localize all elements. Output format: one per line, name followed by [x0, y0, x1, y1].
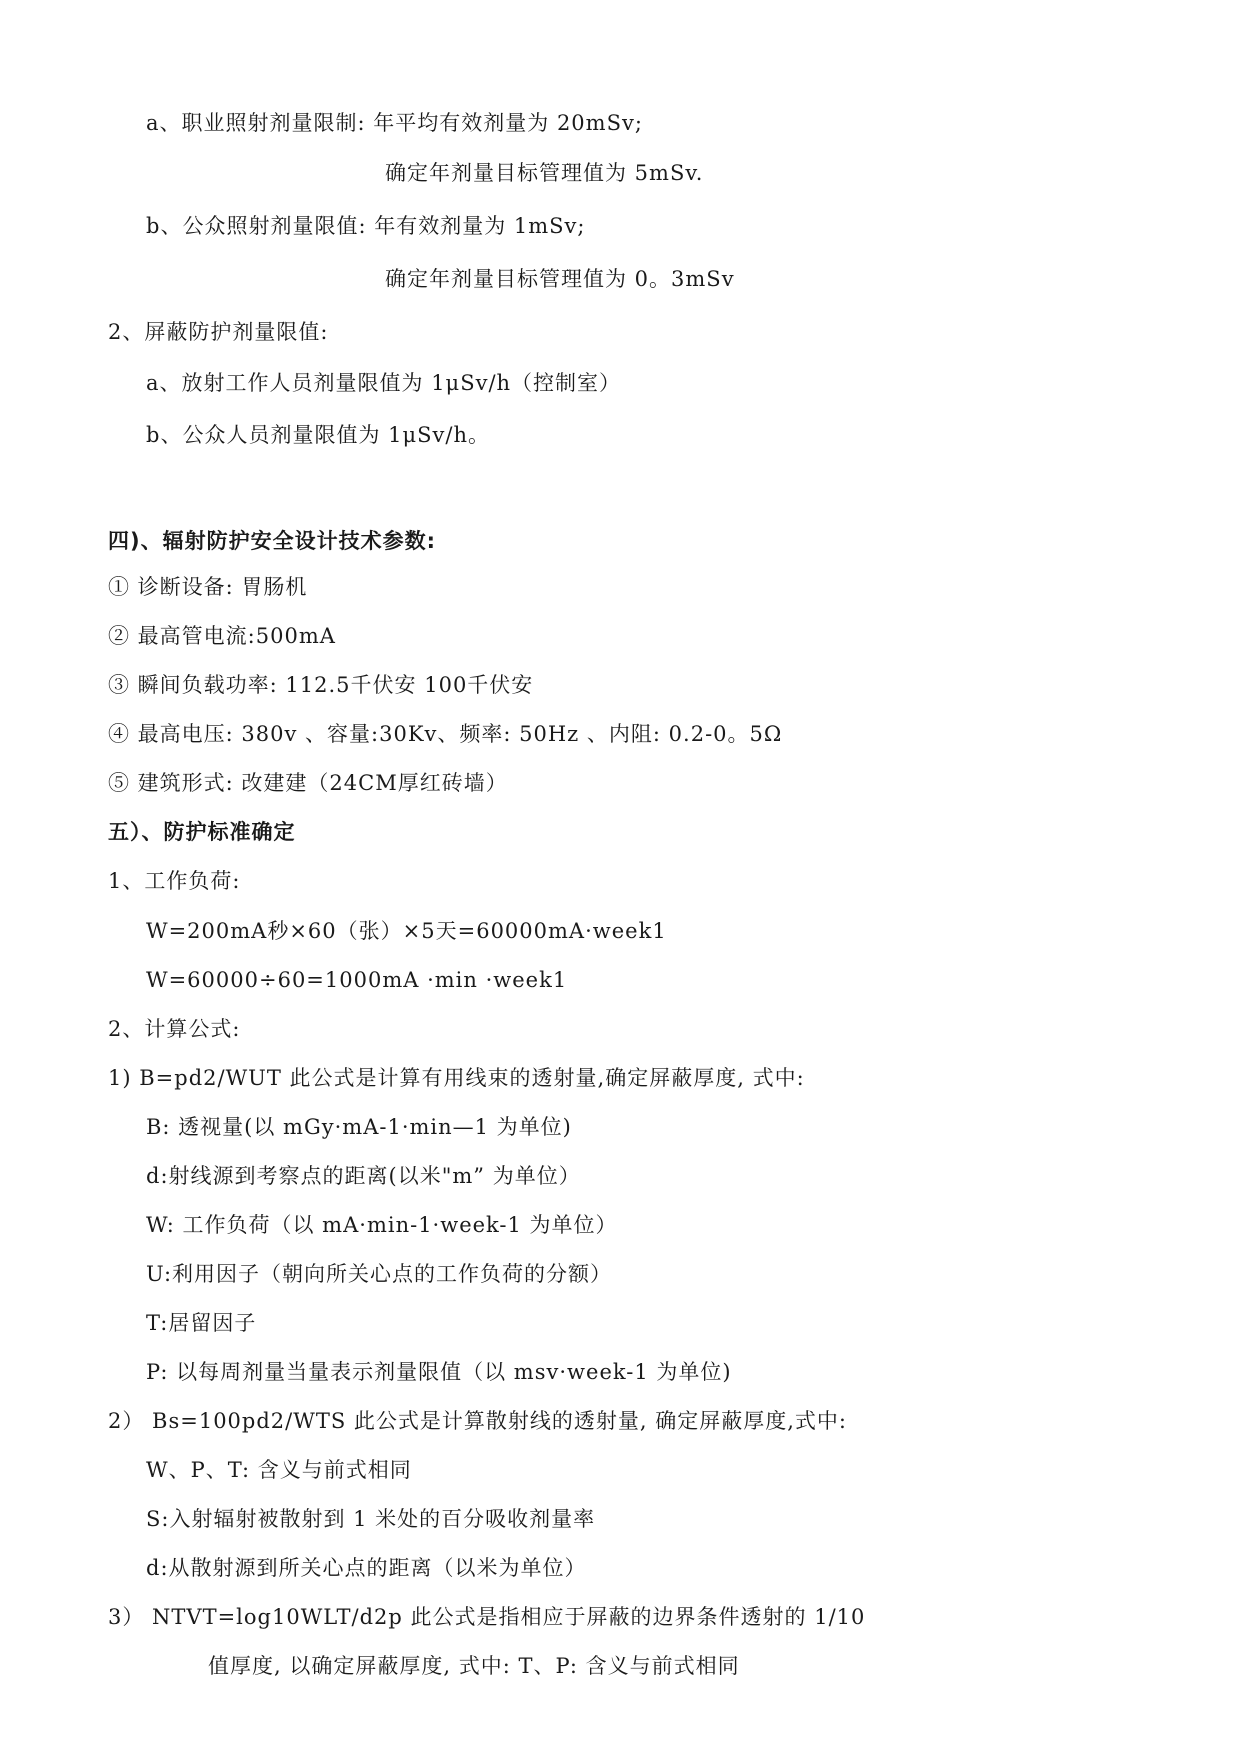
line-formula-3: 3） NTVT=log10WLT/d2p 此公式是指相应于屏蔽的边界条件透射的 1/10 — [108, 1605, 866, 1629]
line-def-u: U:利用因子（朝向所关心点的工作负荷的分额） — [146, 1262, 613, 1286]
line-def-b: B: 透视量(以 mGy·mA-1·min—1 为单位) — [146, 1115, 572, 1139]
line-formulas-title: 2、计算公式: — [108, 1017, 241, 1041]
line-workload-formula-2: W=60000÷60=1000mA ·min ·week1 — [146, 968, 568, 992]
line-shielding-limits: 2、屏蔽防护剂量限值: — [108, 320, 329, 344]
line-def-wpt: W、P、T: 含义与前式相同 — [146, 1458, 412, 1482]
line-def-d-scatter: d:从散射源到所关心点的距离（以米为单位） — [146, 1556, 587, 1580]
line-worker-limit: a、放射工作人员剂量限值为 1μSv/h（控制室） — [146, 371, 622, 395]
line-workload-formula-1: W=200mA秒×60（张）×5天=60000mA·week1 — [146, 919, 667, 943]
section-heading-5: 五）、防护标准确定 — [108, 820, 296, 844]
line-formula-3-cont: 值厚度, 以确定屏蔽厚度, 式中: T、P: 含义与前式相同 — [208, 1654, 740, 1678]
line-public-limit: b、公众照射剂量限值: 年有效剂量为 1mSv; — [146, 214, 586, 238]
line-public-person-limit: b、公众人员剂量限值为 1μSv/h。 — [146, 423, 490, 447]
line-def-t: T:居留因子 — [146, 1311, 257, 1335]
param-power: ③ 瞬间负载功率: 112.5千伏安 100千伏安 — [108, 673, 534, 697]
param-building: ⑤ 建筑形式: 改建建（24CM厚红砖墙） — [108, 771, 508, 795]
line-def-p: P: 以每周剂量当量表示剂量限值（以 msv·week-1 为单位) — [146, 1360, 732, 1384]
line-def-w: W: 工作负荷（以 mA·min-1·week-1 为单位） — [146, 1213, 618, 1237]
param-device: ① 诊断设备: 胃肠机 — [108, 575, 308, 599]
param-voltage: ④ 最高电压: 380v 、容量:30Kv、频率: 50Hz 、内阻: 0.2-0。5Ω — [108, 722, 783, 746]
section-heading-4: 四)、辐射防护安全设计技术参数: — [108, 529, 436, 553]
line-formula-1: 1) B=pd2/WUT 此公式是计算有用线束的透射量,确定屏蔽厚度, 式中: — [108, 1066, 805, 1090]
param-tube-current: ② 最高管电流:500mA — [108, 624, 336, 648]
line-occupational-target: 确定年剂量目标管理值为 5mSv. — [385, 161, 704, 185]
line-formula-2: 2） Bs=100pd2/WTS 此公式是计算散射线的透射量, 确定屏蔽厚度,式中: — [108, 1409, 847, 1433]
line-occupational-limit: a、职业照射剂量限制: 年平均有效剂量为 20mSv; — [146, 111, 643, 135]
line-workload-title: 1、工作负荷: — [108, 869, 241, 893]
line-public-target: 确定年剂量目标管理值为 0。3mSv — [385, 267, 735, 291]
line-def-d: d:射线源到考察点的距离(以米"m” 为单位） — [146, 1164, 581, 1188]
line-def-s: S:入射辐射被散射到 1 米处的百分吸收剂量率 — [146, 1507, 596, 1531]
